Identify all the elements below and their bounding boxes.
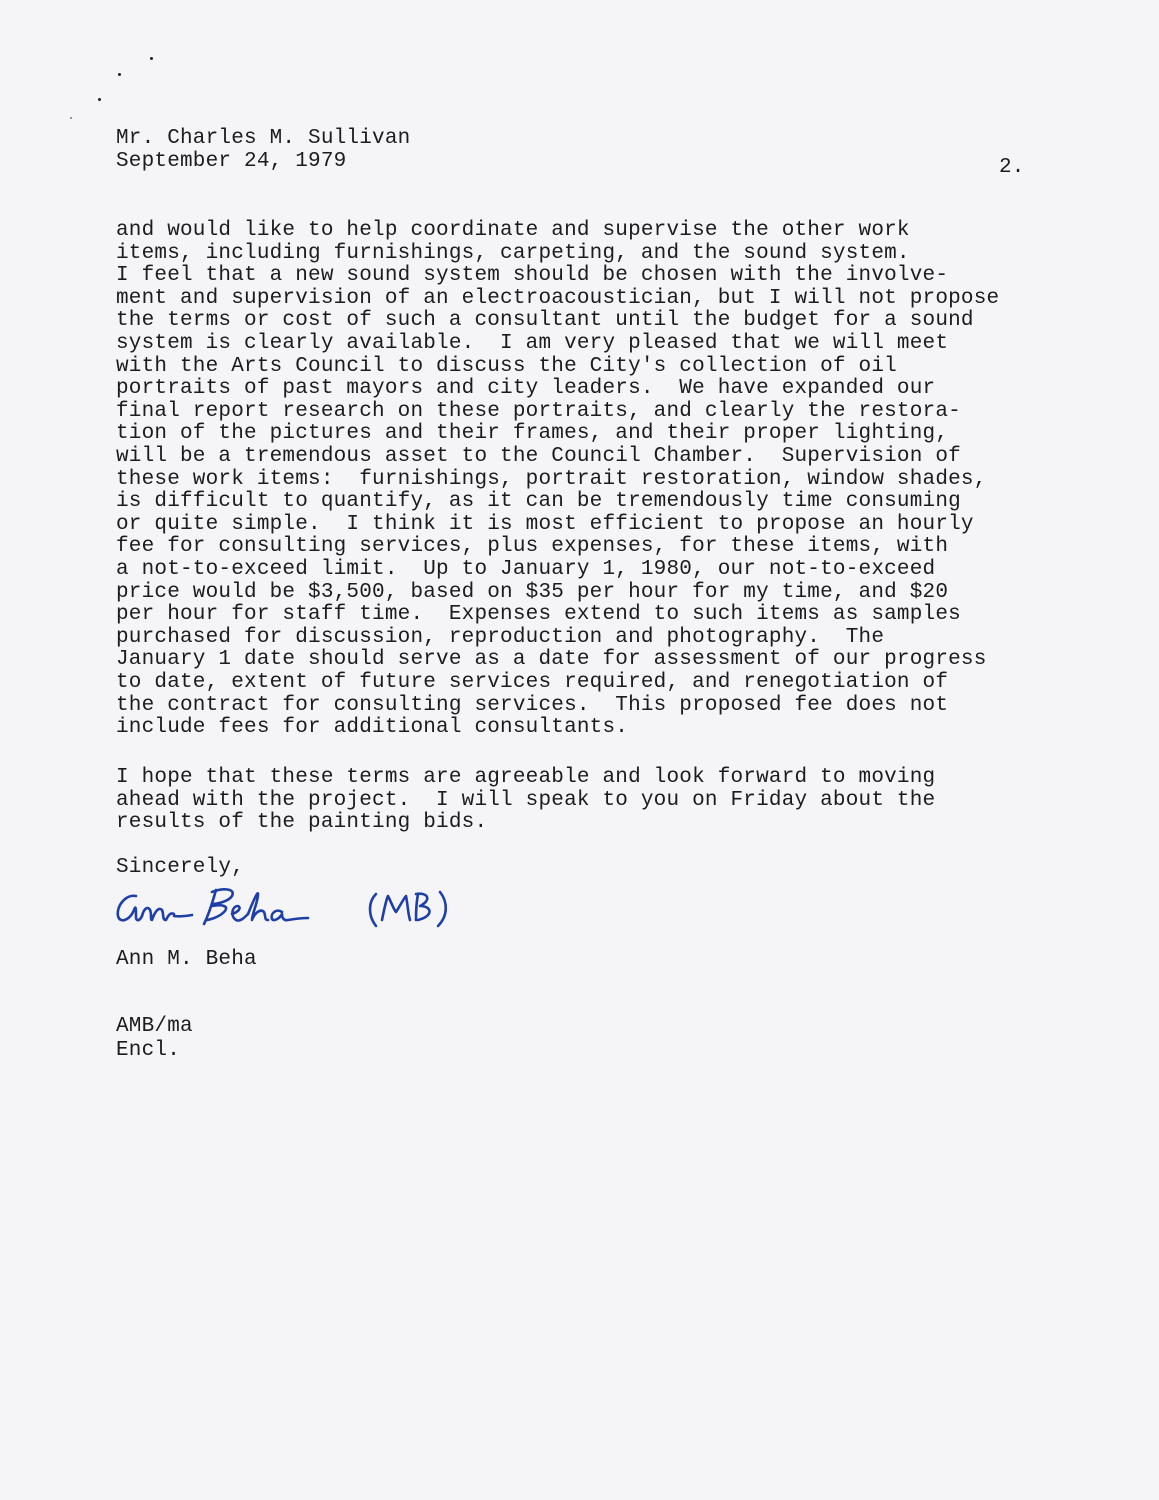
date-line: September 24, 1979 xyxy=(116,150,347,173)
body-line: price would be $3,500, based on $35 per hour for my time, and $20 xyxy=(116,580,949,604)
body-line: to date, extent of future services required, and renegotiation of xyxy=(116,671,949,694)
signer-name: Ann M. Beha xyxy=(116,948,257,971)
body-line: will be a tremendous asset to the Council Chamber. Supervision of xyxy=(116,445,961,468)
speck-mark xyxy=(118,73,121,76)
body-line: system is clearly available. I am very pleased that we will meet xyxy=(116,332,949,355)
body-line: ment and supervision of an electroacoustician, but I will not propose xyxy=(116,286,1000,310)
reference-initials: AMB/ma xyxy=(116,1015,193,1038)
speck-mark xyxy=(70,117,72,119)
handwritten-signature xyxy=(112,880,452,930)
body-line: per hour for staff time. Expenses extend to such items as samples xyxy=(116,603,961,627)
body-line: January 1 date should serve as a date for assessment of our progress xyxy=(116,648,987,672)
body-line: is difficult to quantify, as it can be tremendously time consuming xyxy=(116,490,961,514)
speck-mark xyxy=(98,98,101,101)
salutation: Sincerely, xyxy=(116,856,245,879)
body-line: the terms or cost of such a consultant until the budget for a sound xyxy=(116,309,974,333)
body-line: purchased for discussion, reproduction and photography. The xyxy=(116,625,885,649)
body-line: and would like to help coordinate and supervise the other work xyxy=(116,219,910,242)
body-line: include fees for additional consultants. xyxy=(116,716,629,740)
body-line: final report research on these portraits, and clearly the restora- xyxy=(116,399,961,423)
body-line: portraits of past mayors and city leaders. We have expanded our xyxy=(116,377,936,401)
body-line: tion of the pictures and their frames, and their proper lighting, xyxy=(116,422,949,446)
body-line: fee for consulting services, plus expenses, for these items, with xyxy=(116,535,949,559)
enclosure-note: Encl. xyxy=(116,1039,181,1062)
body-line: ahead with the project. I will speak to you on Friday about the xyxy=(116,788,936,812)
body-line: I hope that these terms are agreeable and look forward to moving xyxy=(116,766,936,789)
body-line: with the Arts Council to discuss the City's collection of oil xyxy=(116,354,897,378)
body-line: items, including furnishings, carpeting, and the sound system. xyxy=(116,241,910,265)
body-line: a not-to-exceed limit. Up to January 1, 1980, our not-to-exceed xyxy=(116,558,936,581)
body-line: I feel that a new sound system should be chosen with the involve- xyxy=(116,264,949,288)
recipient-line: Mr. Charles M. Sullivan xyxy=(116,127,411,150)
page-number: 2. xyxy=(999,156,1025,179)
speck-mark xyxy=(150,57,153,60)
body-line: these work items: furnishings, portrait restoration, window shades, xyxy=(116,467,987,491)
body-line: results of the painting bids. xyxy=(116,811,488,835)
body-line: or quite simple. I think it is most efficient to propose an hourly xyxy=(116,512,974,536)
body-line: the contract for consulting services. This proposed fee does not xyxy=(116,693,949,717)
